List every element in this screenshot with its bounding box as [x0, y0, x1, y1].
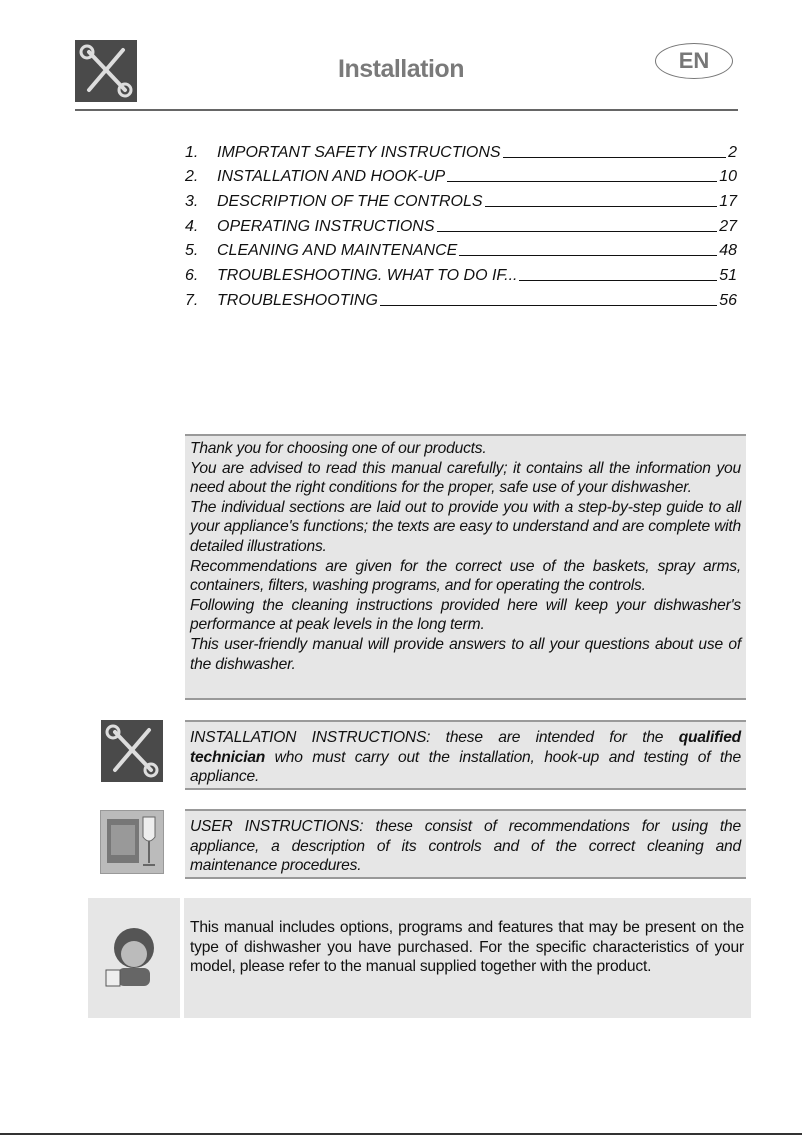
intro-paragraph: The individual sections are laid out to provide you with a step-by-step guide to all your appliance's functions; the texts are easy to understand and are complete with detailed illustrations.	[190, 498, 741, 555]
toc-entry[interactable]	[185, 236, 737, 261]
toc-label: IMPORTANT SAFETY INSTRUCTIONS	[217, 143, 501, 161]
toc-label: DESCRIPTION OF THE CONTROLS	[217, 193, 483, 211]
toc-number: 5.	[185, 242, 199, 260]
installation-note	[185, 720, 746, 790]
tools-icon	[101, 720, 163, 782]
toc-leader	[437, 231, 718, 232]
toc-entry[interactable]	[185, 211, 737, 236]
toc-number: 3.	[185, 193, 199, 211]
toc-leader	[380, 305, 717, 306]
intro-paragraph: You are advised to read this manual carefully; it contains all the information you need about the right conditions for the proper, safe use of your dishwasher.	[190, 459, 741, 497]
toc-entry[interactable]	[185, 162, 737, 187]
mascot-cell	[88, 898, 180, 1018]
toc-label: OPERATING INSTRUCTIONS	[217, 217, 435, 235]
toc-label: INSTALLATION AND HOOK-UP	[217, 168, 446, 186]
toc-entry[interactable]	[185, 285, 737, 310]
table-of-contents	[185, 137, 737, 310]
toc-number: 1.	[185, 143, 199, 161]
model-note: This manual includes options, programs and features that may be present on the type of dishwasher you have purchased. For the specific characteristics of your model, please refer to the manual supplied together with the product.	[184, 898, 751, 1018]
toc-label: CLEANING AND MAINTENANCE	[217, 242, 458, 260]
toc-leader	[519, 280, 717, 281]
toc-number: 6.	[185, 267, 199, 285]
user-note: USER INSTRUCTIONS: these consist of recommendations for using the appliance, a description of its controls and of the correct cleaning and maintenance procedures.	[185, 809, 746, 879]
toc-page: 10	[719, 168, 737, 186]
toc-number: 7.	[185, 291, 199, 309]
toc-leader	[503, 157, 727, 158]
toc-page: 51	[719, 267, 737, 285]
dishwasher-glass-icon	[100, 810, 164, 874]
toc-leader	[459, 255, 717, 256]
toc-page: 48	[719, 242, 737, 260]
toc-page: 17	[719, 193, 737, 211]
intro-paragraph: Recommendations are given for the correct use of the baskets, spray arms, containers, filters, washing programs, and for operating the controls.	[190, 557, 741, 595]
language-badge: EN	[655, 43, 733, 79]
footer-divider	[0, 1133, 802, 1135]
toc-entry[interactable]	[185, 260, 737, 285]
toc-entry[interactable]	[185, 137, 737, 162]
intro-paragraph: Thank you for choosing one of our products.	[190, 440, 487, 457]
toc-number: 4.	[185, 217, 199, 235]
toc-label: TROUBLESHOOTING	[217, 291, 378, 309]
toc-entry[interactable]	[185, 186, 737, 211]
toc-page: 56	[719, 291, 737, 309]
header-divider	[75, 109, 738, 111]
toc-page: 2	[728, 143, 737, 161]
toc-page: 27	[719, 217, 737, 235]
note-bold-text: qualified technician	[190, 729, 741, 766]
intro-paragraph: This user-friendly manual will provide answers to all your questions about use of the dishwasher.	[190, 635, 741, 673]
note-text: INSTALLATION INSTRUCTIONS: these are intended for the	[190, 729, 679, 746]
toc-leader	[485, 206, 718, 207]
mascot-icon	[88, 898, 180, 1018]
note-text: who must carry out the installation, hook-up and testing of the appliance.	[190, 748, 741, 786]
toc-number: 2.	[185, 168, 199, 186]
intro-box	[185, 434, 746, 700]
intro-paragraph: Following the cleaning instructions provided here will keep your dishwasher's performance at peak levels in the long term.	[190, 596, 741, 634]
page-title: Installation	[338, 55, 464, 83]
toc-leader	[447, 181, 717, 182]
toc-label: TROUBLESHOOTING. WHAT TO DO IF...	[217, 267, 518, 285]
